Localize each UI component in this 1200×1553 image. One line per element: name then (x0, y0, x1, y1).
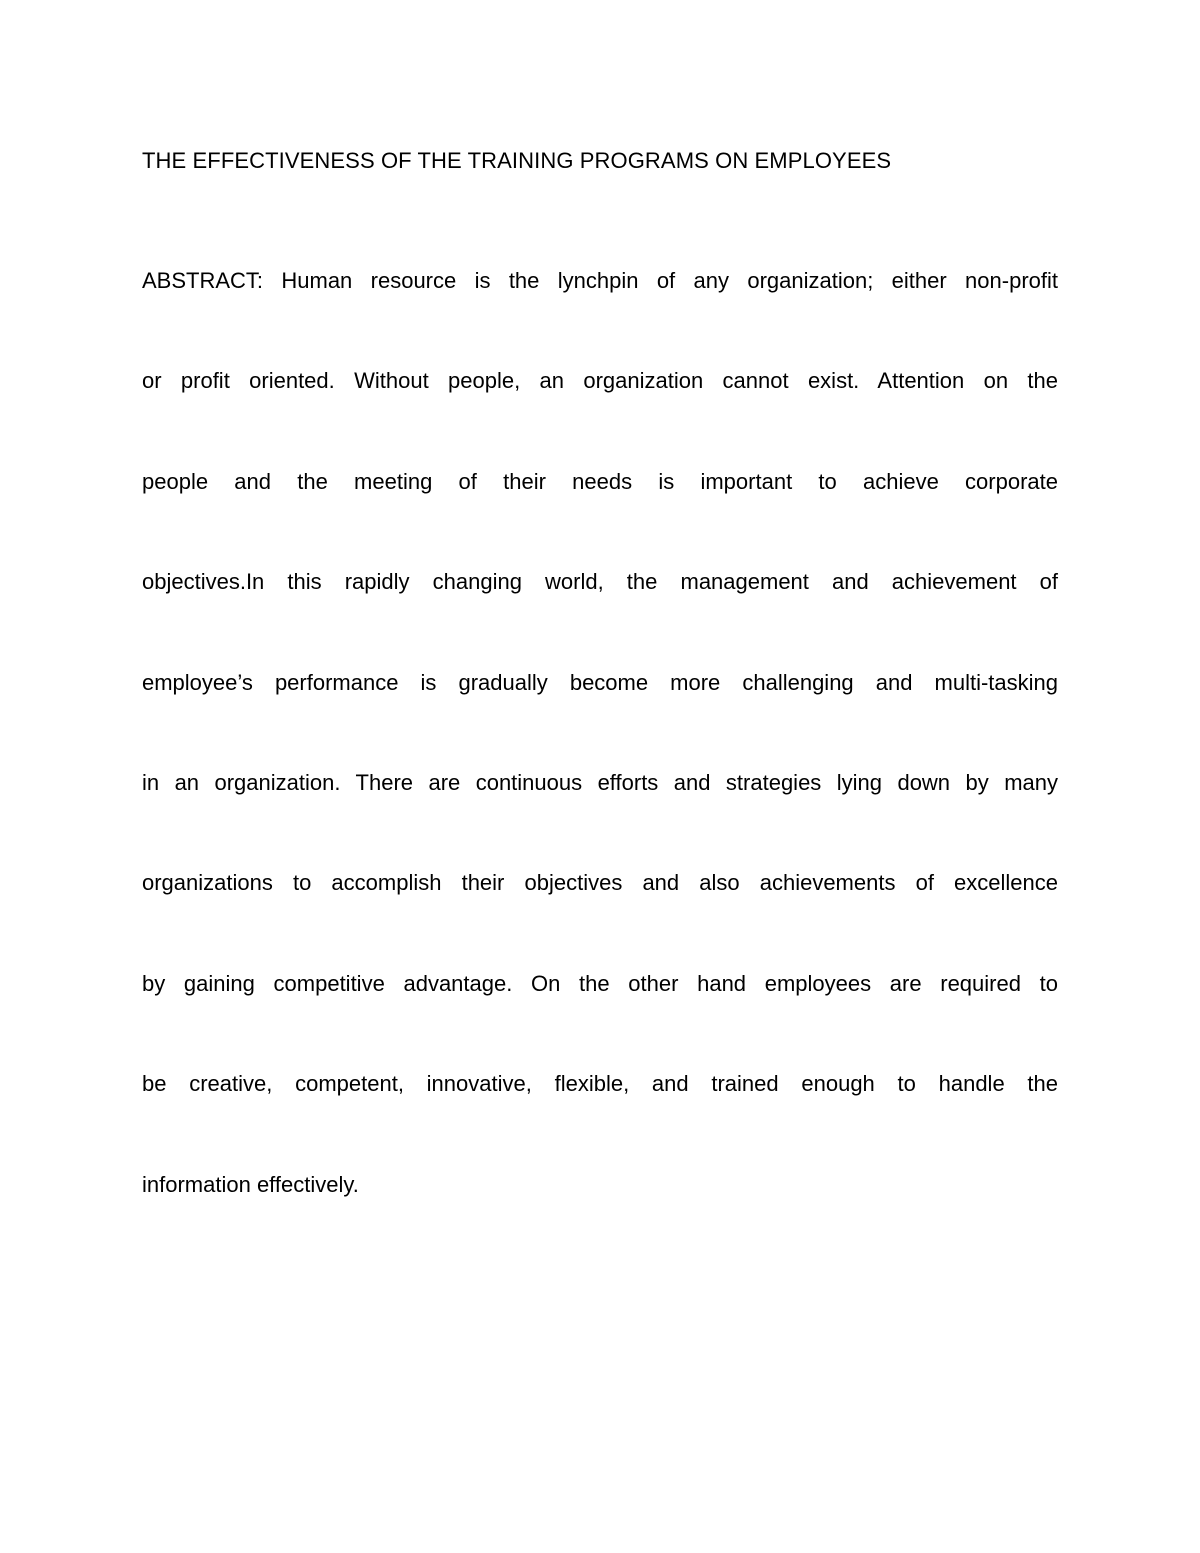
abstract-line: employee’s performance is gradually become more challenging and multi-tasking (142, 669, 1058, 695)
abstract-line-last: information effectively. (142, 1171, 359, 1197)
abstract-line: or profit oriented. Without people, an organization cannot exist. Attention on the (142, 368, 1058, 394)
abstract-line: organizations to accomplish their objectives and also achievements of excellence (142, 870, 1058, 896)
abstract-line: be creative, competent, innovative, flexible, and trained enough to handle the (142, 1071, 1058, 1097)
abstract-line: by gaining competitive advantage. On the other hand employees are required to (142, 970, 1058, 996)
abstract-line: in an organization. There are continuous efforts and strategies lying down by many (142, 769, 1058, 795)
abstract-line: people and the meeting of their needs is important to achieve corporate (142, 468, 1058, 494)
abstract-line: objectives.In this rapidly changing world, the management and achievement of (142, 569, 1058, 595)
document-title: THE EFFECTIVENESS OF THE TRAINING PROGRAMS ON EMPLOYEES (142, 148, 892, 173)
abstract-paragraph (142, 266, 1058, 1270)
abstract-line: ABSTRACT: Human resource is the lynchpin of any organization; either non-profit (142, 268, 1058, 293)
